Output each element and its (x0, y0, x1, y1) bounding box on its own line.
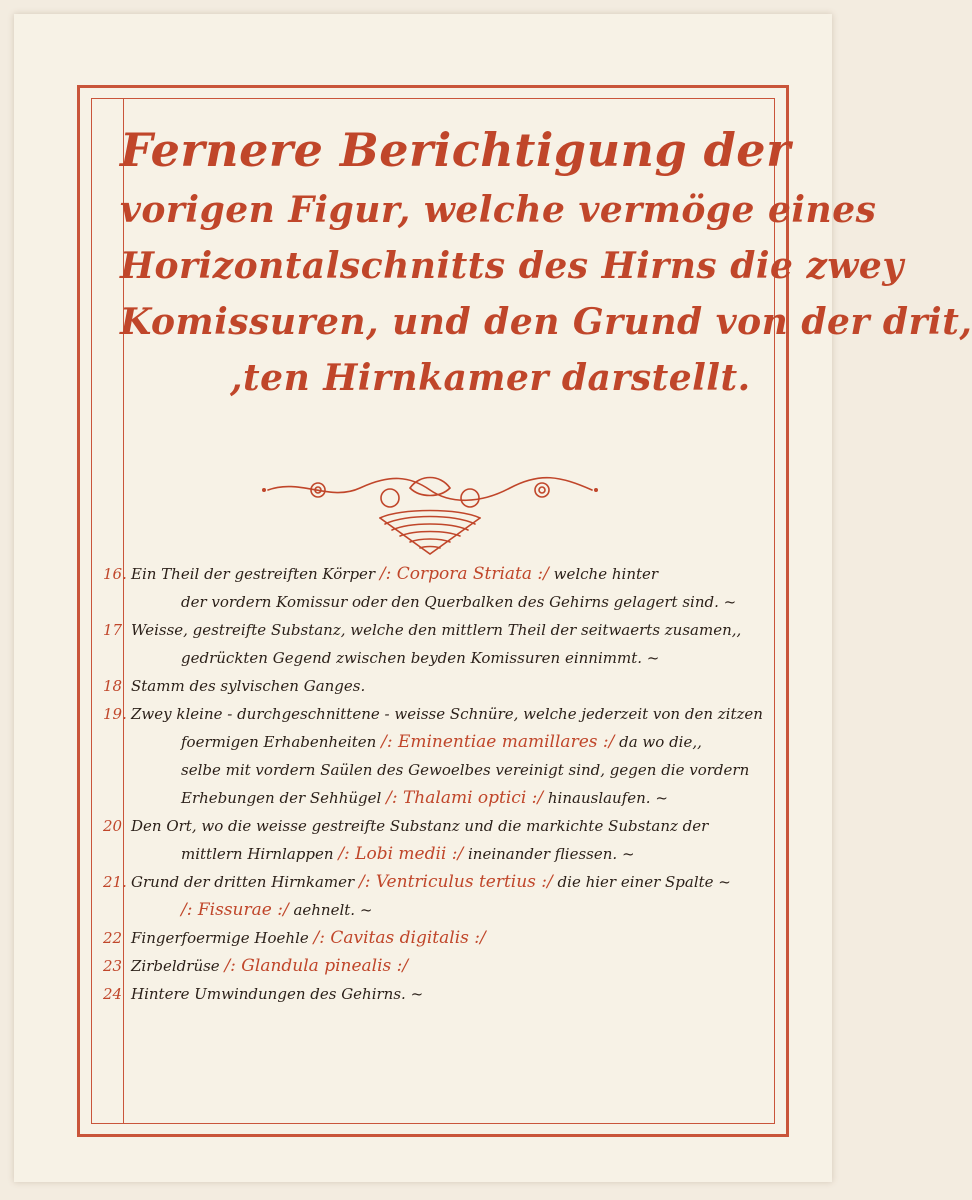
german-text: aehnelt. ~ (288, 901, 373, 919)
latin-term: /: Glandula pinealis :/ (224, 956, 409, 976)
list-item (103, 952, 793, 980)
entry-line (103, 896, 793, 924)
list-item (103, 700, 793, 812)
entry-line (103, 756, 793, 784)
entry-number: 18 (103, 677, 123, 695)
german-text: hinauslaufen. ~ (543, 789, 668, 807)
list-item (103, 812, 793, 868)
latin-term: /: Thalami optici :/ (386, 788, 544, 808)
entry-number: 17 (103, 621, 123, 639)
entry-line (103, 644, 793, 672)
entry-number: 20 (103, 817, 123, 835)
entry-line (103, 588, 793, 616)
german-text: selbe mit vordern Saülen des Gewoelbes vereinigt sind, gegen die vordern (181, 761, 750, 779)
title-line: Fernere Berichtigung der (120, 123, 791, 177)
entry-line (103, 784, 793, 812)
entry-line (103, 560, 793, 588)
page-title (120, 118, 972, 406)
entry-line (103, 952, 793, 980)
german-text: gedrückten Gegend zwischen beyden Komissuren einnimmt. ~ (181, 649, 660, 667)
entry-line (103, 672, 793, 700)
german-text: Den Ort, wo die weisse gestreifte Substanz und die markichte Substanz der (131, 817, 709, 835)
latin-term: /: Fissurae :/ (181, 900, 289, 920)
german-text: Fingerfoermige Hoehle (131, 929, 314, 947)
german-text: welche hinter (548, 565, 659, 583)
title-line: ,ten Hirnkamer darstellt. (230, 357, 751, 399)
german-text: Ein Theil der gestreiften Körper (131, 565, 380, 583)
list-item (103, 672, 793, 700)
german-text: da wo die,, (614, 733, 702, 751)
entry-line (103, 868, 793, 896)
title-line: Horizontalschnitts des Hirns die zwey (120, 245, 904, 287)
entry-line (103, 980, 793, 1008)
list-item (103, 560, 793, 616)
german-text: Weisse, gestreifte Substanz, welche den mittlern Theil der seitwaerts zusamen,, (131, 621, 742, 639)
german-text: foermigen Erhabenheiten (181, 733, 382, 751)
german-text: Grund der dritten Hirnkamer (131, 873, 359, 891)
german-text: die hier einer Spalte ~ (552, 873, 731, 891)
entry-list (103, 560, 793, 1008)
calligraphic-flourish-ornament-icon (260, 468, 600, 558)
german-text: ineinander fliessen. ~ (463, 845, 635, 863)
german-text: Stamm des sylvischen Ganges. (131, 677, 366, 695)
latin-term: /: Corpora Striata :/ (379, 564, 549, 584)
entry-line (103, 812, 793, 840)
entry-number: 21. (103, 873, 127, 891)
list-item (103, 924, 793, 952)
latin-term: /: Eminentiae mamillares :/ (381, 732, 615, 752)
entry-line (103, 616, 793, 644)
latin-term: /: Cavitas digitalis :/ (313, 928, 486, 948)
german-text: Zirbeldrüse (131, 957, 225, 975)
latin-term: /: Ventriculus tertius :/ (358, 872, 553, 892)
entry-number: 22 (103, 929, 123, 947)
german-text: Hintere Umwindungen des Gehirns. ~ (131, 985, 424, 1003)
entry-number: 23 (103, 957, 123, 975)
entry-number: 19. (103, 705, 127, 723)
entry-line (103, 700, 793, 728)
entry-line (103, 840, 793, 868)
list-item (103, 980, 793, 1008)
german-text: Zwey kleine - durchgeschnittene - weisse Schnüre, welche jederzeit von den zitzen (131, 705, 763, 723)
german-text: der vordern Komissur oder den Querbalken des Gehirns gelagert sind. ~ (181, 593, 737, 611)
entry-number: 16. (103, 565, 127, 583)
german-text: mittlern Hirnlappen (181, 845, 339, 863)
list-item (103, 616, 793, 672)
list-item (103, 868, 793, 924)
entry-line (103, 924, 793, 952)
entry-line (103, 728, 793, 756)
german-text: Erhebungen der Sehhügel (181, 789, 387, 807)
title-line: vorigen Figur, welche vermöge eines (120, 189, 877, 231)
entry-number: 24 (103, 985, 123, 1003)
title-line: Komissuren, und den Grund von der drit, (120, 301, 972, 343)
latin-term: /: Lobi medii :/ (338, 844, 464, 864)
